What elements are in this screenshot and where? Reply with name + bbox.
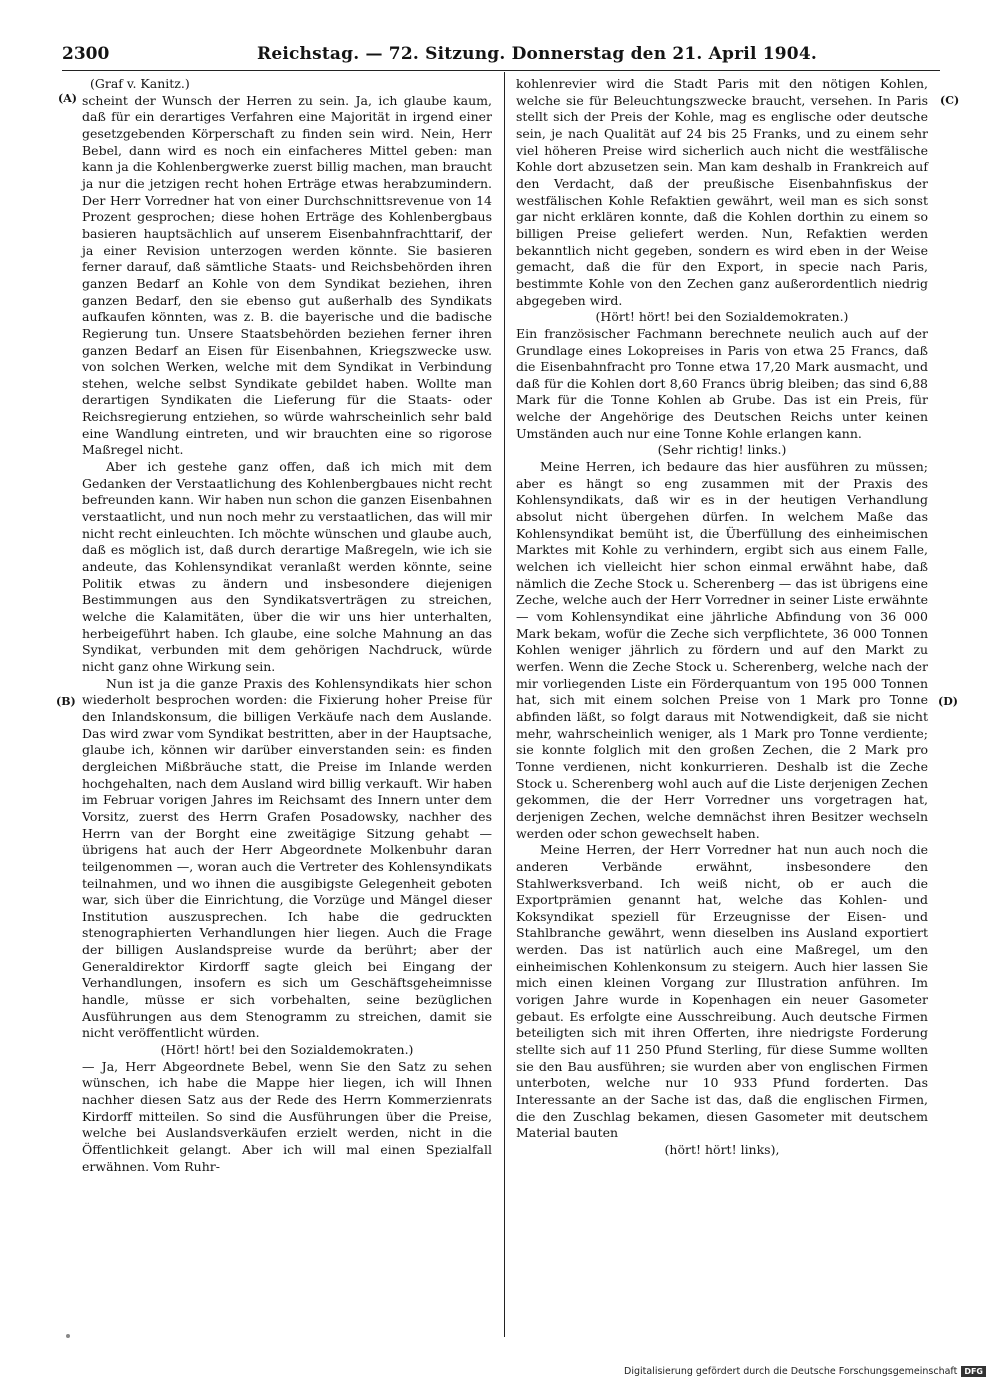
interjection: (Hört! hört! bei den Sozialdemokraten.): [595, 309, 849, 325]
scan-speck: [66, 1334, 70, 1338]
page-number: 2300: [62, 44, 110, 64]
margin-mark-d: (D): [938, 695, 958, 708]
interjection: (Hört! hört! bei den Sozialdemokraten.): [160, 1042, 414, 1058]
running-title: Reichstag. — 72. Sitzung. Donnerstag den 21. April 1904.: [257, 44, 817, 64]
margin-mark-a: (A): [58, 92, 77, 105]
left-column: [82, 76, 492, 1175]
dfg-logo: DFG: [961, 1366, 986, 1377]
paragraph: Meine Herren, ich bedaure das hier ausführen zu müssen; aber es hängt so eng zusammen mit der Praxis des Kohlensyndikats, daß wir es in der heutigen Verhandlung absolut nicht übergehen dürfen. In welchem Maße das Kohlensyndikat bemüht ist, die Überfüllung des einheimischen Marktes mit Kohle zu verhindern, ergibt sich aus einem Falle, welchen ich vielleicht hier schon einmal erwähnt habe, daß nämlich die Zeche Stock u. Scherenberg — das ist übrigens eine Zeche, welche auch der Herr Vorredner in seiner Liste erwähnte — vom Kohlensyndikat eine jährliche Abfindung von 36 000 Mark bekam, wofür die Zeche sich verpflichtete, 36 000 Tonnen Kohlen weniger jährlich zu fördern und auf den Markt zu werfen. Wenn die Zeche Stock u. Scherenberg, welche nach der mir vorliegenden Liste ein Förderquantum von 195 000 Tonnen hat, sich mit einem solchen Preise von 1 Mark pro Tonne abfinden läßt, so folgt daraus mit Notwendigkeit, daß sie nicht mehr, wahrscheinlich weniger, als 1 Mark pro Tonne verdiente; sie konnte folglich mit den großen Zechen, die 2 Mark pro Tonne verdienen, nicht konkurrieren. Deshalb ist die Zeche Stock u. Scherenberg wohl auch auf die Liste derjenigen Zechen gekommen, die der Herr Vorredner uns vorgetragen hat, derjenigen Zechen, welche demnächst ihren Besitzer wechseln werden oder schon gewechselt haben.: [516, 459, 928, 841]
paragraph: kohlenrevier wird die Stadt Paris mit den nötigen Kohlen, welche sie für Beleuchtungszwecke braucht, versehen. In Paris stellt sich der Preis der Kohle, mag es englische oder deutsche sein, je nach Qualität auf 24 bis 25 Franks, und zu einem sehr viel höheren Preise wird sicherlich auch nicht die westfälische Kohle dort abzusetzen sein. Man kam deshalb in Frankreich auf den Verdacht, daß der preußische Eisenbahnfiskus der westfälischen Kohle Refaktien gewährt, weil man es sich sonst gar nicht erklären konnte, daß die Kohlen dorthin zu einem so billigen Preise geliefert werden. Nun, Refaktien werden bekanntlich nicht gegeben, sondern es wird eben in der Weise gemacht, daß die für den Export, in specie nach Paris, bestimmte Kohle von den Zechen ganz außerordentlich niedrig abgegeben wird.: [516, 76, 928, 308]
page-header: [62, 44, 942, 70]
credit-text: Digitalisierung gefördert durch die Deutsche Forschungsgemeinschaft: [624, 1366, 958, 1377]
paragraph: Aber ich gestehe ganz offen, daß ich mich mit dem Gedanken der Verstaatlichung des Kohlenbergbaues nicht recht befreunden kann. Wir haben nun schon die ganzen Eisenbahnen verstaatlicht, und nun noch mehr zu verstaatlichen, das will mir nicht recht einleuchten. Ich möchte wünschen und glaube auch, daß es möglich ist, daß durch derartige Maßregeln, wie ich sie andeute, das Kohlensyndikat veranlaßt werden könnte, seine Politik etwas zu ändern und insbesondere diejenigen Bestimmungen aus den Syndikatsverträgen zu streichen, welche die Kalamitäten, über die wir uns hier unterhalten, herbeigeführt haben. Ich glaube, eine solche Mahnung an das Syndikat, verbunden mit dem gehörigen Nachdruck, würde nicht ganz ohne Wirkung sein.: [82, 459, 492, 674]
paragraph: Ein französischer Fachmann berechnete neulich auch auf der Grundlage eines Lokopreises in Paris von etwa 25 Francs, daß die Eisenbahnfracht pro Tonne etwa 17,20 Mark ausmacht, und daß für die Kohlen dort 8,60 Francs übrig bleiben; das sind 6,88 Mark für die Tonne Kohlen ab Grube. Das ist ein Preis, für welche der Angehörige des Deutschen Reichs unter keinen Umständen auch nur eine Tonne Kohle erlangen kann.: [516, 325, 928, 441]
right-column: [516, 76, 928, 1159]
margin-mark-c: (C): [940, 94, 960, 107]
column-divider: [504, 72, 505, 1337]
header-rule: [62, 70, 940, 71]
paragraph: Meine Herren, der Herr Vorredner hat nun auch noch die anderen Verbände erwähnt, insbesondere den Stahlwerksverband. Ich weiß nicht, ob er auch die Exportprämien genannt hat, welche das Kohlen- und Koksyndikat speziell für Erzeugnisse der Eisen- und Stahlbranche gewährt, wenn dieselben ins Ausland exportiert werden. Das ist natürlich auch eine Maßregel, um den einheimischen Kohlenkonsum zu steigern. Auch hier lassen Sie mich einen kleinen Vorgang zur Illustration anführen. Im vorigen Jahre wurde in Kopenhagen ein neuer Gasometer gebaut. Es erfolgte eine Ausschreibung. Auch deutsche Firmen beteiligten sich mit ihren Offerten, ihre niedrigste Forderung stellte sich auf 11 250 Pfund Sterling, für diese Summe wollten sie den Bau ausführen; sie wurden aber von englischen Firmen unterboten, welche nur 10 933 Pfund forderten. Das Interessante an der Sache ist das, daß die englischen Firmen, die den Zuschlag bekamen, diesen Gasometer mit deutschem Material bauten: [516, 842, 928, 1141]
paragraph: scheint der Wunsch der Herren zu sein. Ja, ich glaube kaum, daß für ein derartiges Verfahren eine Majorität in irgend einer gesetzgebenden Körperschaft zu finden sein wird. Nein, Herr Bebel, dann wird es noch ein einfacheres Mittel geben: man kann ja die Kohlenbergwerke zuerst billig machen, man braucht ja nur die jetzigen recht hohen Erträge etwas herabzumindern. Der Herr Vorredner hat von einer Durchschnittsrevenue von 14 Prozent gesprochen; diese hohen Erträge des Kohlenbergbaus basieren hauptsächlich auf unserem Eisenbahnfrachttarif, der ja einer Revision unterzogen werden könnte. Sie basieren ferner darauf, daß sämtliche Staats- und Reichsbehörden ihren ganzen Bedarf an Kohle von dem Syndikat beziehen, ihren ganzen Bedarf, den sie ebenso gut außerhalb des Syndikats aufkaufen könnten, was z. B. die bayerische und die badische Regierung tun. Unsere Staatsbehörden beziehen ferner ihren ganzen Bedarf an Eisen für Eisenbahnen, Kriegszwecke usw. von solchen Werken, welche mit dem Syndikat in Verbindung stehen, welche selbst Syndikate gebildet haben. Wollte man derartigen Syndikaten die Lieferung für die Staats- oder Reichsregierung entziehen, so würde wahrscheinlich sehr bald eine Wandlung eintreten, und wir brauchten eine so rigorose Maßregel nicht.: [82, 92, 492, 458]
interjection: (Sehr richtig! links.): [657, 442, 787, 458]
paragraph: — Ja, Herr Abgeordnete Bebel, wenn Sie den Satz zu sehen wünschen, ich habe die Mappe hier liegen, ich will Ihnen nachher diesen Satz aus der Rede des Herrn Kommerzienrats Kirdorff mitteilen. So sind die Ausführungen über die Preise, welche bei Auslandsverkäufen erzielt werden, nicht in die Öffentlichkeit gelangt. Aber ich will mal einen Spezialfall erwähnen. Vom Ruhr-: [82, 1058, 492, 1174]
interjection: (hört! hört! links),: [664, 1142, 780, 1157]
digitization-credit: [624, 1366, 986, 1377]
paragraph: Nun ist ja die ganze Praxis des Kohlensyndikats hier schon wiederholt besprochen worden: die Fixierung hoher Preise für den Inlandskonsum, die billigen Verkäufe nach dem Auslande. Das wird zwar vom Syndikat bestritten, aber in der Hauptsache, glaube ich, können wir darüber einverstanden sein: es finden dergleichen Mißbräuche statt, die Preise im Inlande werden hochgehalten, nach dem Ausland wird billig verkauft. Wir haben im Februar vorigen Jahres im Reichsamt des Innern unter dem Vorsitz, zuerst des Herrn Grafen Posadowsky, nachher des Herrn van der Borght eine zweitägige Sitzung gehabt — übrigens hat auch der Herr Abgeordnete Molkenbuhr daran teilgenommen —, woran auch die Vertreter des Kohlensyndikats teilnahmen, und wo ihnen die ausgibigste Gelegenheit geboten war, sich über die Einrichtung, die Vorzüge und Mängel dieser Institution auszusprechen. Ich habe die gedruckten stenographierten Verhandlungen hier liegen. Auch die Frage der billigen Auslandspreise wurde da berührt; aber der Generaldirektor Kirdorff sagte gleich bei Eingang der Verhandlungen, insofern es sich um Geschäftsgeheimnisse handle, müsse er sich vorbehalten, seine bezüglichen Ausführungen aus dem Stenogramm zu streichen, damit sie nicht veröffentlicht würden.: [82, 675, 492, 1041]
speaker-label: (Graf v. Kanitz.): [90, 76, 190, 91]
margin-mark-b: (B): [56, 695, 76, 708]
